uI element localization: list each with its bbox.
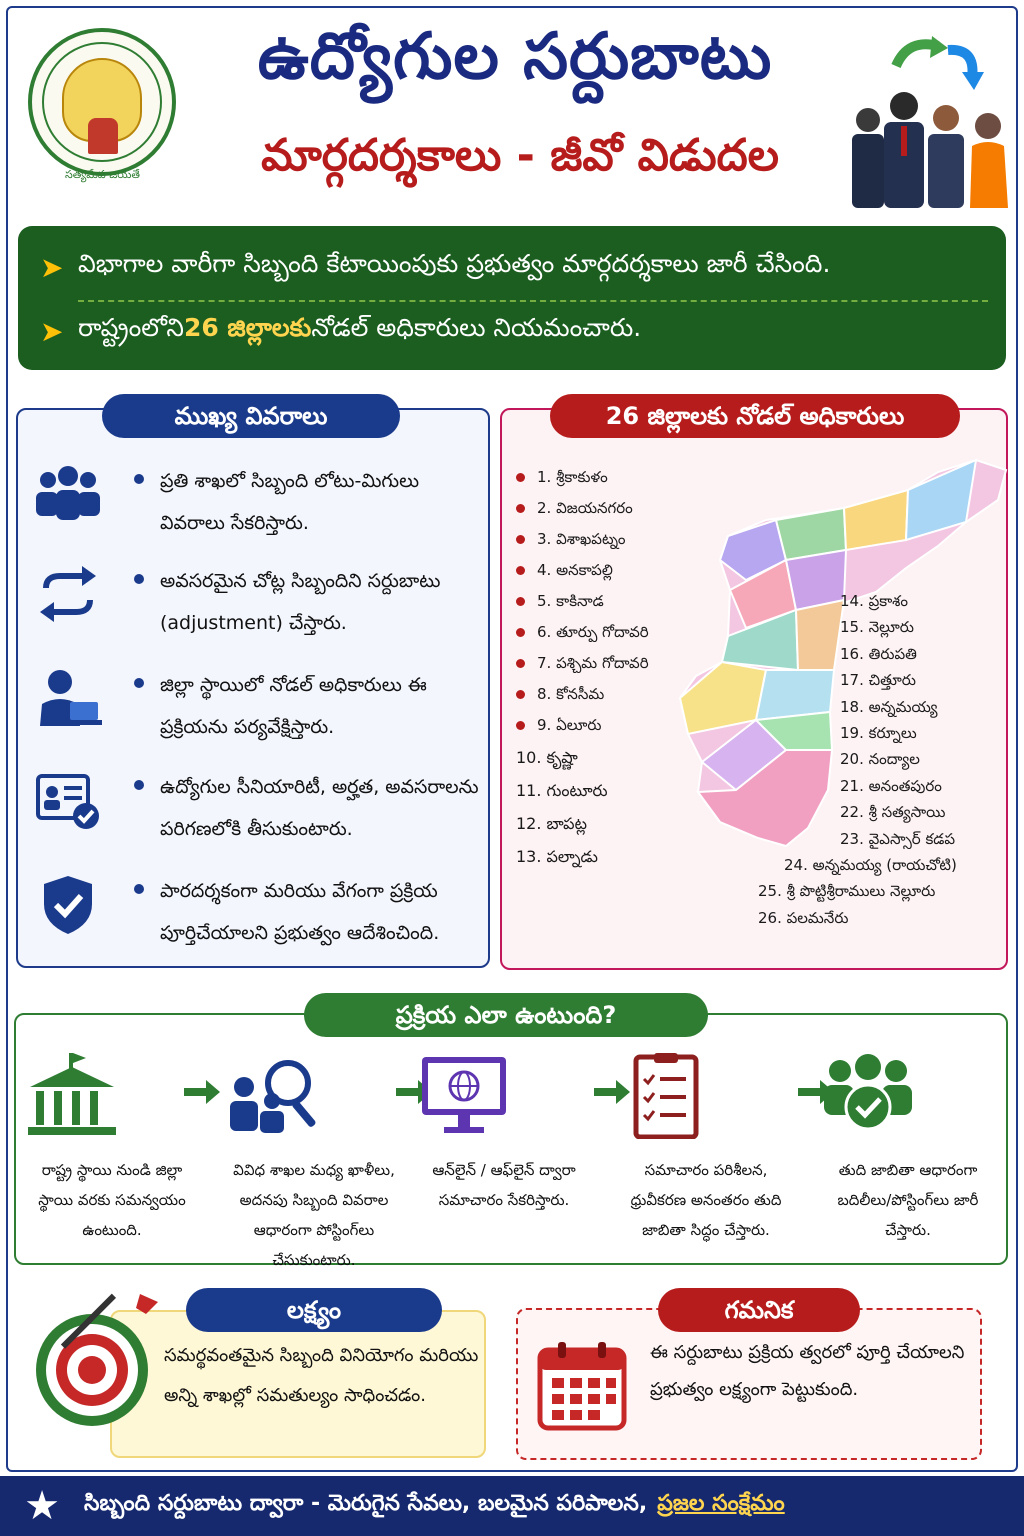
detail-item — [34, 460, 484, 550]
detail-item — [34, 560, 484, 650]
header — [0, 0, 1024, 215]
step-text: తుది జాబితా ఆధారంగా బదిలీలు/పోస్టింగ్‌లు జారీ చేస్తారు. — [837, 1161, 979, 1239]
step-text: రాష్ట్ర స్థాయి నుండి జిల్లా స్థాయి వరకు సమన్వయం ఉంటుంది. — [38, 1161, 186, 1239]
list-item: 1. శ్రీకాకుళం — [516, 462, 736, 493]
detail-text: ప్రతి శాఖలో సిబ్బంది లోటు-మిగులు వివరాలు సేకరిస్తారు. — [160, 470, 420, 534]
bullet-dot — [134, 574, 144, 584]
bullet-dot — [134, 780, 144, 790]
district-count-highlight: 26 జిల్లాలకు — [183, 313, 312, 342]
star-icon: ★ — [24, 1483, 60, 1529]
footer-bar — [0, 1476, 1024, 1536]
list-item: 3. విశాఖపట్నం — [516, 524, 736, 555]
chevron-right-icon: ➤ — [40, 314, 64, 348]
key-details-heading: ముఖ్య వివరాలు — [102, 394, 400, 438]
employees-illustration — [848, 28, 1018, 208]
list-item: 13. పల్నాడు — [516, 847, 598, 866]
process-step — [22, 1051, 202, 1245]
list-item: 15. నెల్లూరు — [840, 618, 914, 637]
list-item: 19. కర్నూలు — [840, 723, 917, 742]
list-item: 7. పశ్చిమ గోదావరి — [516, 648, 736, 679]
list-item: 21. అనంతపురం — [840, 776, 942, 795]
bullet-dot — [134, 474, 144, 484]
announcement-banner — [18, 226, 1006, 370]
process-panel — [14, 1001, 1008, 1269]
list-item: 25. శ్రీ పొట్టిశ్రీరాములు నెల్లూరు — [758, 882, 936, 901]
list-item: 18. అన్నమయ్య — [840, 697, 938, 716]
process-heading: ప్రక్రియ ఎలా ఉంటుంది? — [304, 993, 708, 1037]
bullet-dot — [134, 884, 144, 894]
district-list-1-13 — [516, 462, 736, 873]
seal-caption: సత్యమేవ జయతే — [65, 168, 140, 181]
footer-text: సిబ్బంది సర్దుబాటు ద్వారా - మెరుగైన సేవలు, బలమైన పరిపాలన, — [84, 1491, 648, 1516]
swap-arrows-icon — [34, 564, 102, 624]
list-item: 24. అన్నమయ్య (రాయచోటి) — [784, 855, 957, 874]
list-item: 6. తూర్పు గోదావరి — [516, 617, 736, 648]
bullet-dot — [134, 678, 144, 688]
districts-heading: 26 జిల్లాలకు నోడల్ అధికారులు — [550, 394, 960, 438]
footer-highlight: ప్రజల సంక్షేమం — [657, 1491, 785, 1516]
chevron-right-icon: ➤ — [40, 250, 64, 284]
arrow-right-icon — [182, 1077, 222, 1107]
online-monitor-icon — [414, 1051, 514, 1139]
process-step — [224, 1051, 404, 1275]
andhra-pradesh-emblem-seal — [28, 28, 176, 176]
shield-check-icon — [34, 874, 102, 934]
list-item: 26. పలమనేరు — [758, 908, 849, 927]
goal-text: సమర్థవంతమైన సిబ్బంది వినియోగం మరియు అన్ని శాఖల్లో సమతుల్యం సాధించడం. — [164, 1345, 479, 1406]
calendar-icon — [536, 1340, 628, 1432]
goal-panel — [110, 1310, 486, 1458]
page-subtitle: మార్గదర్శకాలు - జీవో విడుదల — [261, 130, 779, 181]
id-card-check-icon — [34, 770, 102, 830]
step-text: ఆన్‌లైన్ / ఆఫ్‌లైన్ ద్వారా సమాచారం సేకరిస్తారు. — [432, 1161, 576, 1209]
list-item: 14. ప్రకాశం — [840, 592, 908, 610]
page-title: ఉద్యోగుల సర్దుబాటు — [257, 20, 773, 94]
banner-line-2: ➤ రాష్ట్రంలోని 26 జిల్లాలకు నోడల్ అధికారులు నియమంచారు. — [40, 313, 642, 348]
team-icon — [34, 464, 102, 524]
list-item: 4. అనకాపల్లి — [516, 555, 736, 586]
detail-item — [34, 870, 484, 960]
list-item: 17. చిత్తూరు — [840, 671, 916, 690]
process-step — [616, 1051, 796, 1245]
list-item: 12. బాపట్ల — [516, 814, 587, 833]
list-item: 2. విజయనగరం — [516, 493, 736, 524]
group-check-icon — [818, 1051, 918, 1139]
step-text: వివిధ శాఖల మధ్య ఖాళీలు, అదనపు సిబ్బంది వివరాల ఆధారంగా పోస్టింగ్‌లు చేసుకుంటారు. — [233, 1161, 395, 1269]
process-step — [414, 1051, 594, 1215]
detail-item — [34, 766, 484, 856]
government-building-icon — [22, 1051, 122, 1139]
detail-text: పారదర్శకంగా మరియు వేగంగా ప్రక్రియ పూర్తిచేయాలని ప్రభుత్వం ఆదేశించింది. — [160, 880, 440, 944]
key-details-panel — [16, 402, 490, 968]
target-icon — [32, 1290, 162, 1430]
process-step — [818, 1051, 998, 1245]
detail-text: ఉద్యోగుల సీనియారిటీ, అర్హత, అవసరాలను పరిగణలోకి తీసుకుంటారు. — [160, 776, 479, 840]
checklist-clipboard-icon — [616, 1051, 716, 1139]
list-item: 22. శ్రీ సత్యసాయి — [840, 803, 946, 822]
list-item: 9. ఏలూరు — [516, 710, 736, 741]
districts-panel — [500, 402, 1008, 970]
list-item: 16. తిరుపతి — [840, 644, 917, 663]
note-heading: గమనిక — [658, 1288, 860, 1332]
list-item: 8. కోనసీమ — [516, 679, 736, 710]
banner-line-1: ➤ విభాగాల వారీగా సిబ్బంది కేటాయింపుకు ప్రభుత్వం మార్గదర్శకాలు జారీ చేసింది. — [40, 249, 831, 284]
detail-item — [34, 664, 484, 754]
goal-heading: లక్ష్యం — [186, 1288, 442, 1332]
detail-text: జిల్లా స్థాయిలో నోడల్ అధికారులు ఈ ప్రక్రియను పర్యవేక్షిస్తారు. — [160, 674, 427, 738]
district-list-14-26 — [754, 588, 1004, 931]
detail-text: అవసరమైన చోట్ల సిబ్బందిని సర్దుబాటు (adjustment) చేస్తారు. — [160, 570, 441, 634]
divider — [78, 300, 988, 302]
people-search-icon — [224, 1051, 324, 1139]
list-item: 10. కృష్ణా — [516, 748, 578, 767]
list-item: 20. నంద్యాల — [840, 750, 920, 769]
list-item: 23. వైఎస్సార్ కడప — [840, 829, 956, 848]
step-text: సమాచారం పరిశీలన, ధ్రువీకరణ అనంతరం తుది జాబితా సిద్ధం చేస్తారు. — [630, 1161, 782, 1239]
list-item: 11. గుంటూరు — [516, 781, 608, 800]
note-text: ఈ సర్దుబాటు ప్రక్రియ త్వరలో పూర్తి చేయాలని ప్రభుత్వం లక్ష్యంగా పెట్టుకుంది. — [650, 1342, 965, 1400]
officer-laptop-icon — [34, 668, 102, 728]
list-item: 5. కాకినాడ — [516, 586, 736, 617]
